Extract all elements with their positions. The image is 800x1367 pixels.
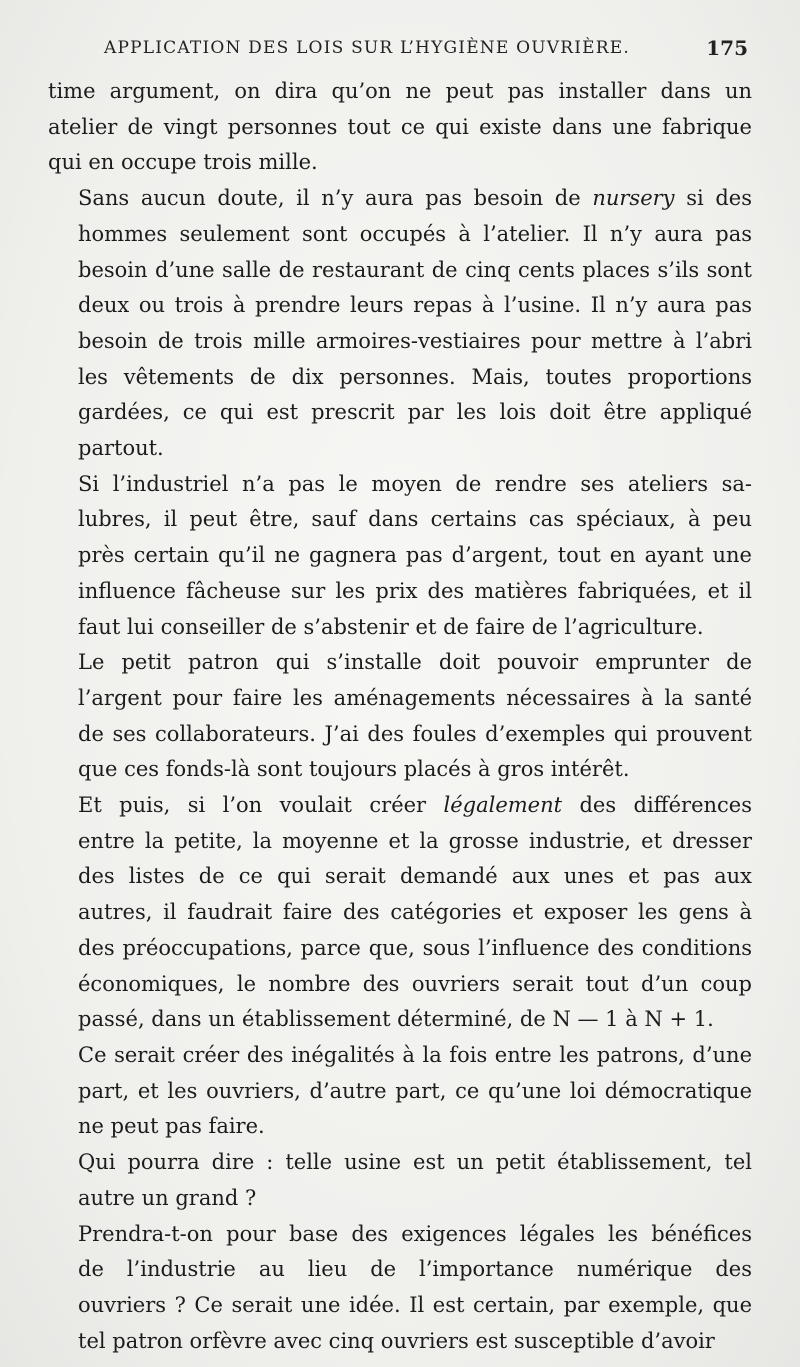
text-line: partout. [78, 436, 164, 461]
text-line: gardées, ce qui est prescrit par les lois doit être appliqué [78, 400, 752, 425]
text-line: tel patron orfèvre avec cinq ouvriers est susceptible d’avoir [78, 1328, 715, 1353]
text-line: Et puis, si l’on voulait créer légalement des différences [78, 793, 752, 818]
text-line: les vêtements de dix personnes. Mais, toutes proportions [78, 364, 752, 389]
text-line: de l’industrie au lieu de l’importance numérique des [78, 1257, 752, 1282]
text-line: Prendra-t-on pour base des exigences légales les bénéfices [78, 1221, 752, 1246]
text-line: Ce serait créer des inégalités à la fois entre les patrons, d’une [78, 1042, 752, 1067]
text-line: atelier de vingt personnes tout ce qui existe dans une fabrique [48, 114, 752, 139]
text-line: de ses collaborateurs. J’ai des foules d’exemples qui prouvent [78, 721, 752, 746]
emphasis: légalement [443, 793, 563, 818]
text-line: Si l’industriel n’a pas le moyen de rendre ses ateliers sa- [78, 471, 752, 496]
text-line: faut lui conseiller de s’abstenir et de faire de l’agriculture. [78, 614, 704, 639]
text-line: qui en occupe trois mille. [48, 150, 318, 175]
body-text [48, 74, 752, 1359]
text-line: Le petit patron qui s’installe doit pouvoir emprunter de [78, 650, 752, 675]
text-line: part, et les ouvriers, d’autre part, ce qu’une loi démocratique [78, 1078, 752, 1103]
paragraph [48, 1217, 752, 1360]
text-line: influence fâcheuse sur les prix des matières fabriquées, et il [78, 578, 752, 603]
text-line: lubres, il peut être, sauf dans certains cas spéciaux, à peu [78, 507, 752, 532]
emphasis: nursery [592, 186, 675, 211]
text-line: que ces fonds-là sont toujours placés à gros intérêt. [78, 757, 630, 782]
text-line: deux ou trois à prendre leurs repas à l’usine. Il n’y aura pas [78, 293, 752, 318]
text-line: autres, il faudrait faire des catégories et exposer les gens à [78, 900, 752, 925]
text-line: besoin de trois mille armoires-vestiaires pour mettre à l’abri [78, 328, 752, 353]
text-line: Sans aucun doute, il n’y aura pas besoin de nursery si des [78, 186, 752, 211]
text-line: des préoccupations, parce que, sous l’influence des conditions [78, 935, 752, 960]
paragraph [48, 181, 752, 467]
page-header [48, 30, 752, 74]
paragraph [48, 788, 752, 1038]
text-line: économiques, le nombre des ouvriers serait tout d’un coup [78, 971, 752, 996]
text-line: time argument, on dira qu’on ne peut pas installer dans un [48, 79, 752, 103]
running-title: APPLICATION DES LOIS SUR L’HYGIÈNE OUVRIÈRE. [104, 38, 630, 58]
text-line: entre la petite, la moyenne et la grosse industrie, et dresser [78, 828, 752, 853]
text-line: près certain qu’il ne gagnera pas d’argent, tout en ayant une [78, 543, 752, 568]
paragraph [48, 1145, 752, 1216]
text-line: l’argent pour faire les aménagements nécessaires à la santé [78, 685, 752, 710]
paragraph [48, 645, 752, 788]
text-line: besoin d’une salle de restaurant de cinq cents places s’ils sont [78, 257, 752, 282]
paragraph [48, 1038, 752, 1145]
paragraph [48, 74, 752, 181]
text-line: ouvriers ? Ce serait une idée. Il est certain, par exemple, que [78, 1292, 752, 1317]
paragraph [48, 467, 752, 646]
text-line: Qui pourra dire : telle usine est un petit établissement, tel [78, 1150, 752, 1175]
text-line: autre un grand ? [78, 1185, 257, 1210]
text-line: hommes seulement sont occupés à l’atelier. Il n’y aura pas [78, 221, 752, 246]
text-line: des listes de ce qui serait demandé aux unes et pas aux [78, 864, 752, 889]
text-line: ne peut pas faire. [78, 1114, 265, 1139]
page-number: 175 [706, 36, 748, 60]
text-line: passé, dans un établissement déterminé, de N — 1 à N + 1. [78, 1007, 714, 1032]
